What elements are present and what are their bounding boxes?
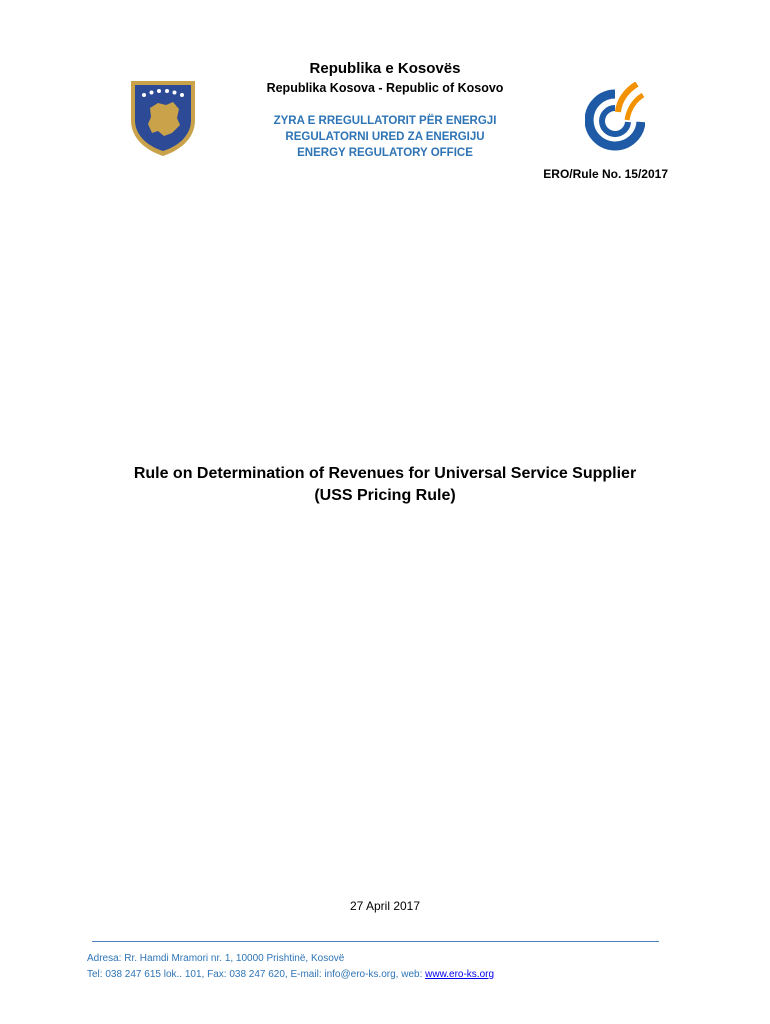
footer-contact	[87, 969, 494, 980]
office-name-albanian: ZYRA E RREGULLATORIT PËR ENERGJI	[273, 115, 497, 127]
office-name-english: ENERGY REGULATORY OFFICE	[297, 147, 473, 159]
country-name-serbian-english: Republika Kosova - Republic of Kosovo	[266, 81, 504, 95]
document-date: 27 April 2017	[349, 899, 421, 913]
country-name-albanian: Republika e Kosovës	[309, 60, 461, 77]
footer-divider	[92, 941, 659, 942]
office-name-serbian: REGULATORNI URED ZA ENERGIJU	[285, 131, 485, 143]
footer-contact-text: Tel: 038 247 615 lok.. 101, Fax: 038 247 620, E-mail: info@ero-ks.org, web:	[87, 969, 426, 980]
document-subtitle: (USS Pricing Rule)	[314, 487, 456, 504]
website-link[interactable]: www.ero-ks.org	[425, 969, 495, 980]
footer-address: Adresa: Rr. Hamdi Mramori nr. 1, 10000 Prishtinë, Kosovë	[87, 953, 345, 964]
document-title: Rule on Determination of Revenues for Universal Service Supplier	[133, 465, 637, 482]
rule-number: ERO/Rule No. 15/2017	[543, 167, 668, 181]
